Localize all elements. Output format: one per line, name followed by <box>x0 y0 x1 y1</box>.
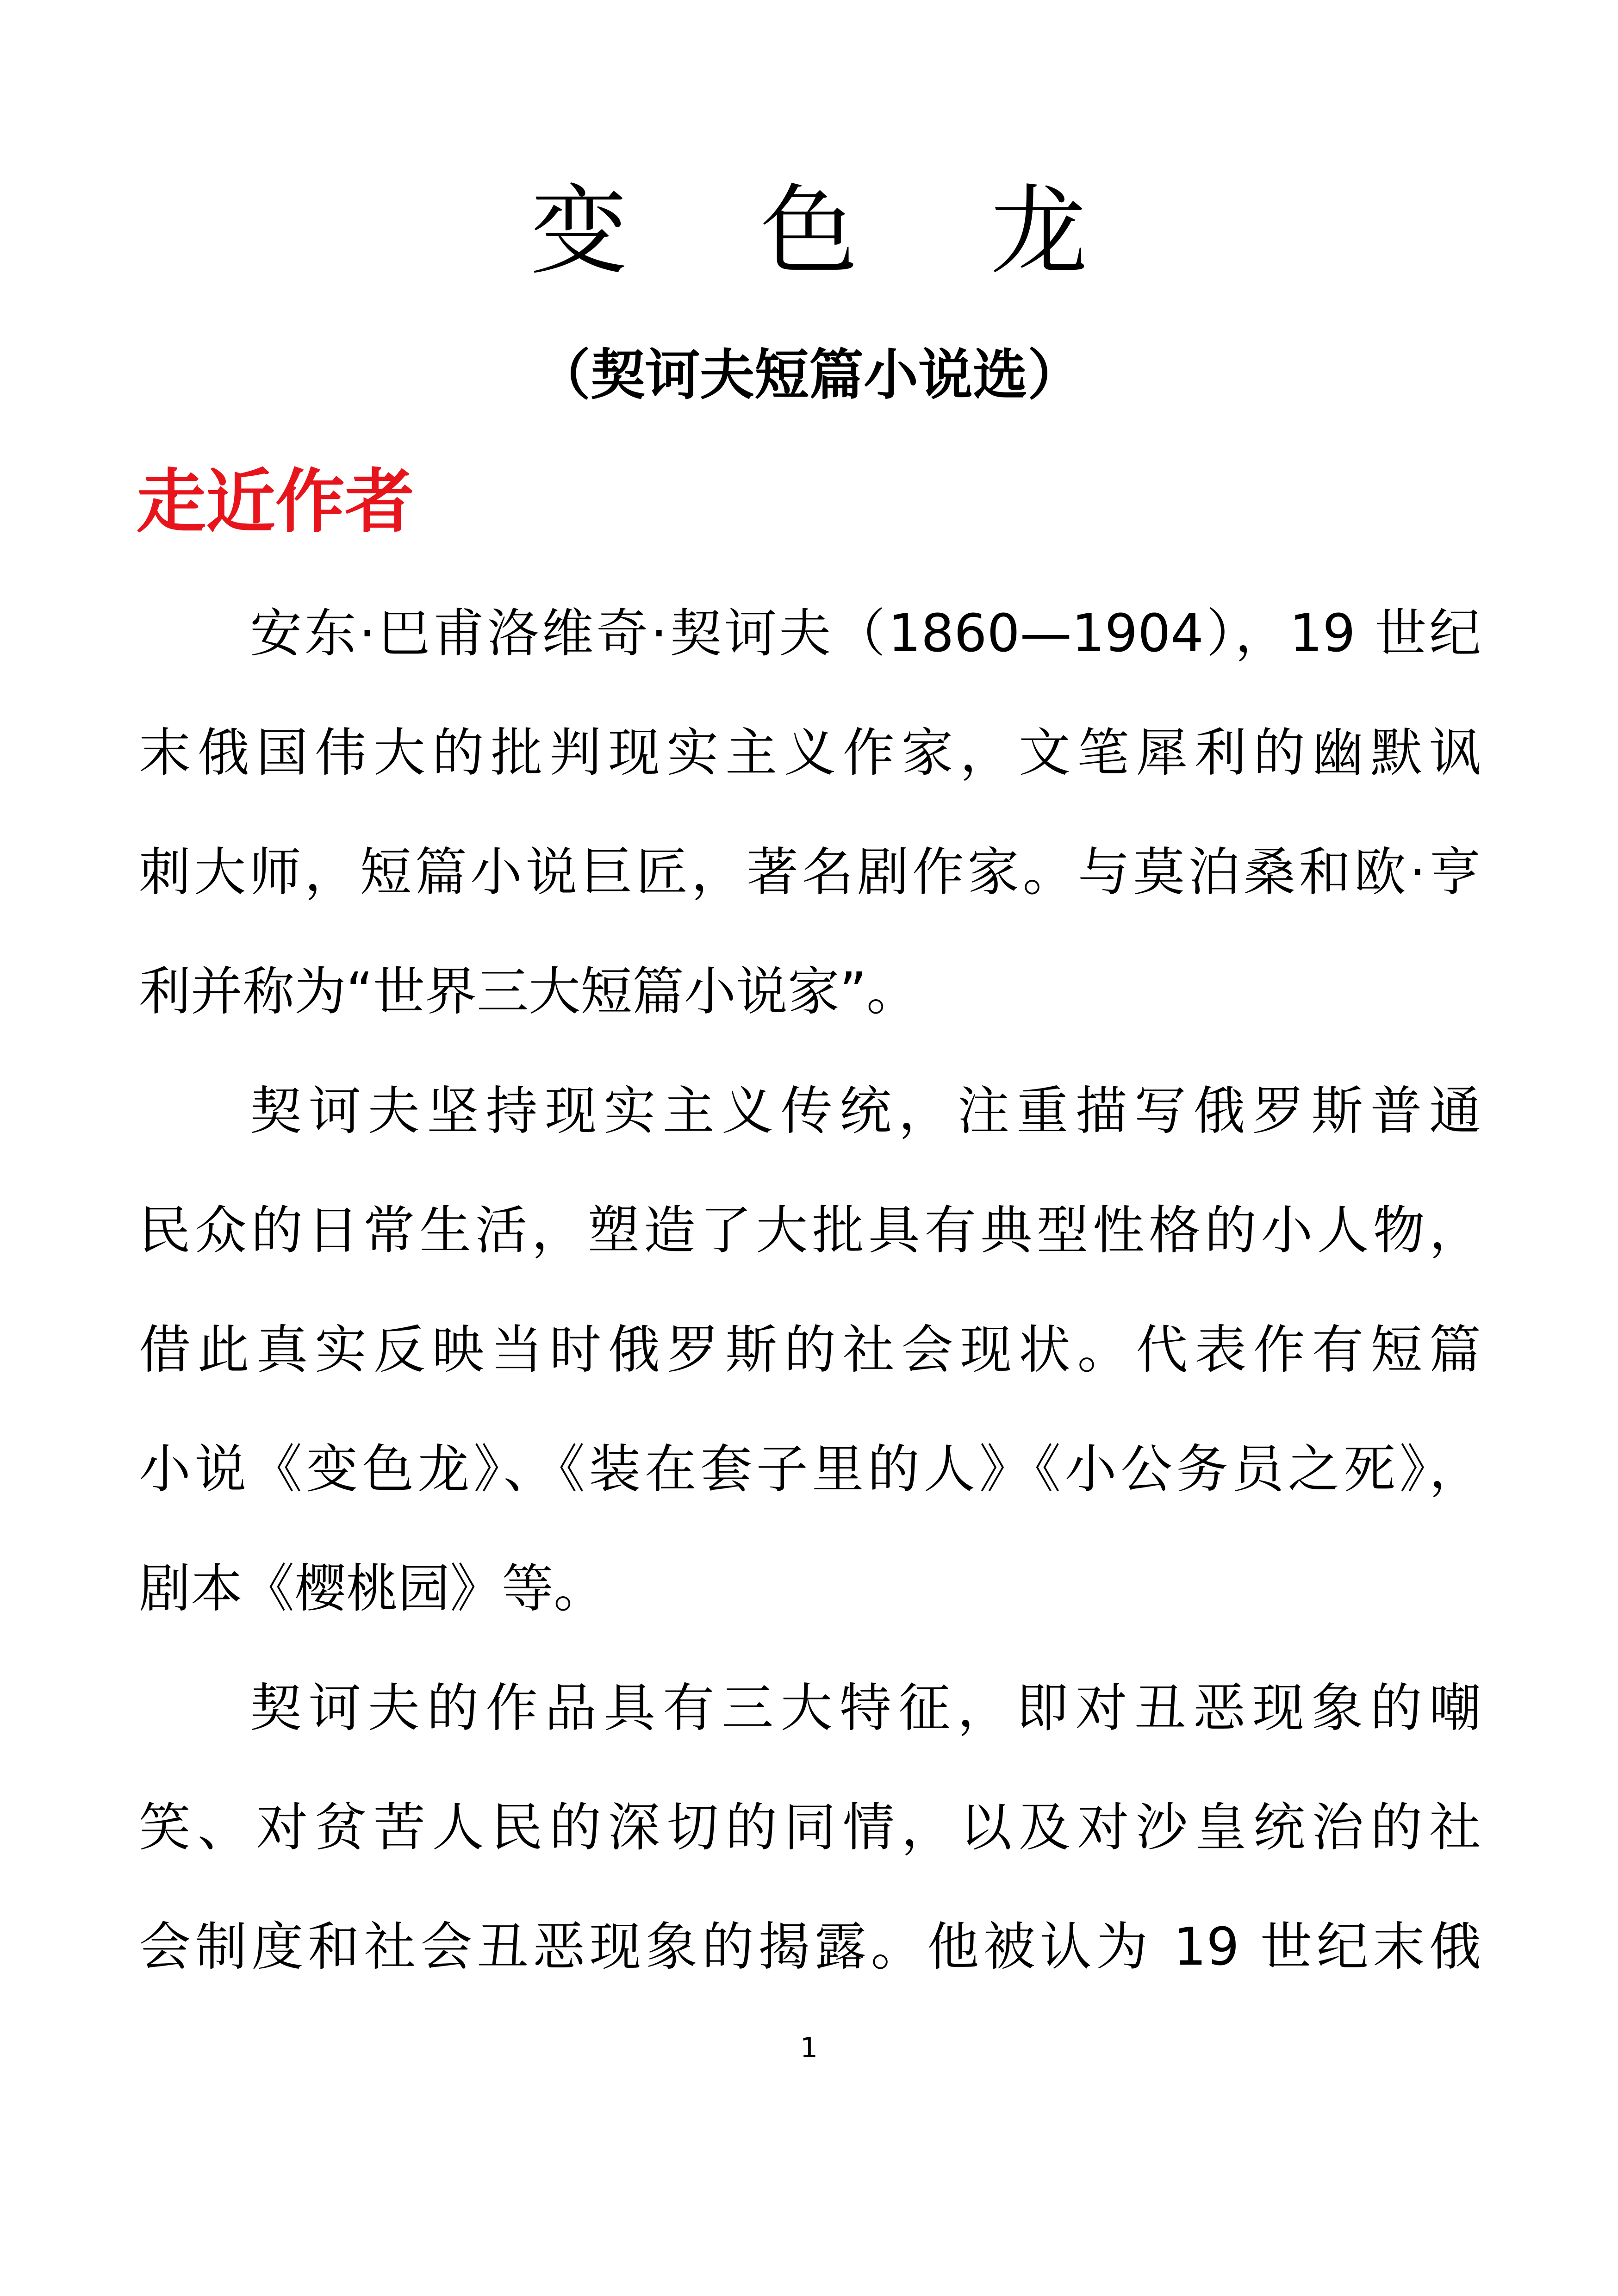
text-line: 刺大师，短篇小说巨匠，著名剧作家。与莫泊桑和欧·亨 <box>139 842 1481 902</box>
paragraph-1 <box>139 574 1481 1052</box>
text-line: 契诃夫的作品具有三大特征，即对丑恶现象的嘲 <box>250 1678 1481 1738</box>
text-line: 契诃夫坚持现实主义传统，注重描写俄罗斯普通 <box>250 1081 1481 1141</box>
text-line: 利并称为“世界三大短篇小说家”。 <box>139 962 919 1022</box>
page-number: 1 <box>800 2032 818 2064</box>
text-line: 末俄国伟大的批判现实主义作家，文笔犀利的幽默讽 <box>139 723 1481 783</box>
document-body <box>139 574 1481 2007</box>
document-subtitle: （契诃夫短篇小说选） <box>535 343 1082 407</box>
text-line: 民众的日常生活，塑造了大批具有典型性格的小人物， <box>139 1201 1481 1261</box>
paragraph-2 <box>139 1052 1481 1649</box>
text-line: 安东·巴甫洛维奇·契诃夫（1860—1904），19 世纪 <box>250 604 1481 664</box>
text-line: 会制度和社会丑恶现象的揭露。他被认为 19 世纪末俄 <box>139 1917 1481 1977</box>
text-line: 剧本《樱桃园》等。 <box>139 1559 605 1619</box>
text-line: 小说《变色龙》、《装在套子里的人》《小公务员之死》， <box>139 1439 1481 1500</box>
text-line: 借此真实反映当时俄罗斯的社会现状。代表作有短篇 <box>139 1320 1481 1380</box>
text-line: 笑、对贫苦人民的深切的同情，以及对沙皇统治的社 <box>139 1798 1481 1858</box>
paragraph-3 <box>139 1649 1481 2007</box>
section-heading: 走近作者 <box>137 462 415 542</box>
document-title: 变 色 龙 <box>530 174 1139 288</box>
